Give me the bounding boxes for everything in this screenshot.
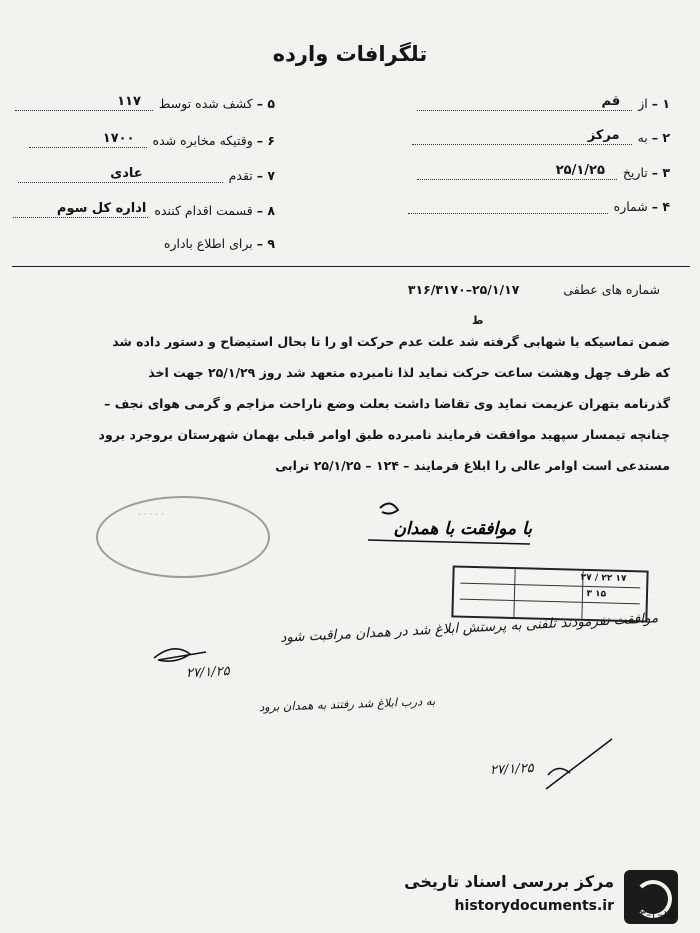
- stamp-row2-text: ۱۵ ۳: [586, 588, 607, 600]
- message-line: مستدعی است اوامر عالی را ابلاغ فرمایند – ۱۲۴ – ۲۵/۱/۲۵ ترابی: [275, 458, 670, 473]
- field-from-value: قم: [601, 94, 621, 109]
- field-decoded-by-dots: [15, 94, 153, 111]
- field-date-value: ۲۵/۱/۲۵: [555, 163, 605, 178]
- header-divider: [12, 266, 690, 267]
- field-sent-time-dots: [29, 131, 147, 148]
- handwritten-date-1: ۲۷/۱/۲۵: [185, 663, 231, 682]
- handwritten-note-1: موافقت نفرمودند تلفنی به پرستش ابلاغ شد در همدان مراقبت شود: [279, 610, 659, 646]
- stamp-row1-text: ۱۷ ۲۲ / ۲۷: [580, 572, 627, 584]
- field-from-dots: [417, 94, 632, 111]
- signature-note: [360, 500, 535, 550]
- field-action-dept-dots: [13, 201, 148, 218]
- field-to-label: به: [637, 130, 648, 145]
- field-sent-time: [5, 133, 275, 155]
- field-decoded-by-value: ۱۱۷: [117, 94, 141, 109]
- watermark-url: historydocuments.ir: [454, 898, 614, 914]
- field-to: [380, 130, 670, 152]
- field-to-value: مرکز: [587, 128, 620, 143]
- message-body: [35, 326, 670, 481]
- field-priority-number: ۷ –: [256, 168, 275, 183]
- field-decoded-by-label: کشف شده توسط: [158, 96, 253, 111]
- field-date-number: ۳ –: [651, 165, 670, 180]
- field-priority: [5, 168, 275, 190]
- message-line: ضمن تماسیکه با شهابی گرفته شد علت عدم حرکت او را تا بحال استیضاح و دستور داده شد: [112, 334, 670, 349]
- message-line: گذرنامه بتهران عزیمت نماید وی تقاضا داشت بعلت وضع ناراحت مزاجم و گرمی هوای نجف –: [104, 396, 670, 411]
- field-action-dept-number: ۸ –: [256, 203, 275, 218]
- field-decoded-by-number: ۵ –: [256, 96, 275, 111]
- signature-note-text: با موافقت با همدان: [393, 519, 532, 539]
- field-from: [380, 96, 670, 118]
- field-number-label: شماره: [613, 199, 648, 214]
- faded-oval-stamp: · · · · ·: [96, 496, 270, 578]
- field-to-dots: [412, 128, 632, 145]
- handwritten-note-2: به درب ابلاغ شد رفتند به همدان برود: [258, 693, 436, 715]
- field-inform-office-label: برای اطلاع باداره: [163, 236, 253, 251]
- reference-label: شماره های عطفی: [563, 282, 660, 297]
- field-inform-office-number: ۹ –: [256, 236, 275, 251]
- stamp-column-line: [513, 569, 515, 617]
- corner-number: ۳–۲–۱۵: [640, 908, 675, 921]
- signature-underline: [368, 540, 530, 544]
- stamp-row-line: [460, 599, 640, 605]
- field-sent-time-label: وقتیکه مخابره شده: [152, 133, 253, 148]
- field-date: [380, 165, 670, 187]
- field-action-dept-value: اداره کل سوم: [56, 201, 147, 216]
- reference-line: [408, 282, 660, 297]
- field-sent-time-value: ۱۷۰۰: [102, 131, 135, 146]
- field-priority-dots: [18, 166, 223, 183]
- margin-mark: ط: [472, 314, 484, 327]
- document-title: تلگرافات وارده: [272, 42, 428, 66]
- field-date-label: تاریخ: [622, 165, 648, 180]
- message-line: که ظرف چهل وهشت ساعت حرکت نماید لذا نامبرده متعهد شد روز ۲۵/۱/۲۹ جهت اخذ: [148, 365, 670, 380]
- field-sent-time-number: ۶ –: [256, 133, 275, 148]
- field-from-label: از: [638, 96, 648, 111]
- field-priority-value: عادی: [110, 166, 143, 181]
- field-date-dots: [417, 163, 617, 180]
- archive-watermark: [378, 868, 678, 926]
- reference-value: ۲۵/۱/۱۷–۳۱۶/۳۱۷۰: [407, 282, 520, 297]
- field-priority-label: تقدم: [228, 168, 253, 183]
- field-action-dept-label: قسمت اقدام کننده: [154, 203, 253, 218]
- signature-flourish: [380, 503, 398, 513]
- field-number: [380, 199, 670, 221]
- field-number-number: ۴ –: [651, 199, 670, 214]
- field-to-number: ۲ –: [651, 130, 670, 145]
- field-action-dept: [5, 203, 275, 225]
- scribble-mark-2: [540, 735, 620, 795]
- handwritten-date-2: ۲۷/۱/۲۵: [489, 760, 535, 779]
- watermark-title: مرکز بررسی اسناد تاریخی: [404, 872, 614, 891]
- field-decoded-by: [5, 96, 275, 118]
- field-number-dots: [408, 201, 608, 214]
- field-inform-office: [5, 236, 275, 258]
- message-line: چنانچه تیمسار سپهبد موافقت فرمایند نامبرده طبق اوامر قبلی بهمان شهرستان بروجرد برود: [98, 427, 670, 442]
- field-from-number: ۱ –: [651, 96, 670, 111]
